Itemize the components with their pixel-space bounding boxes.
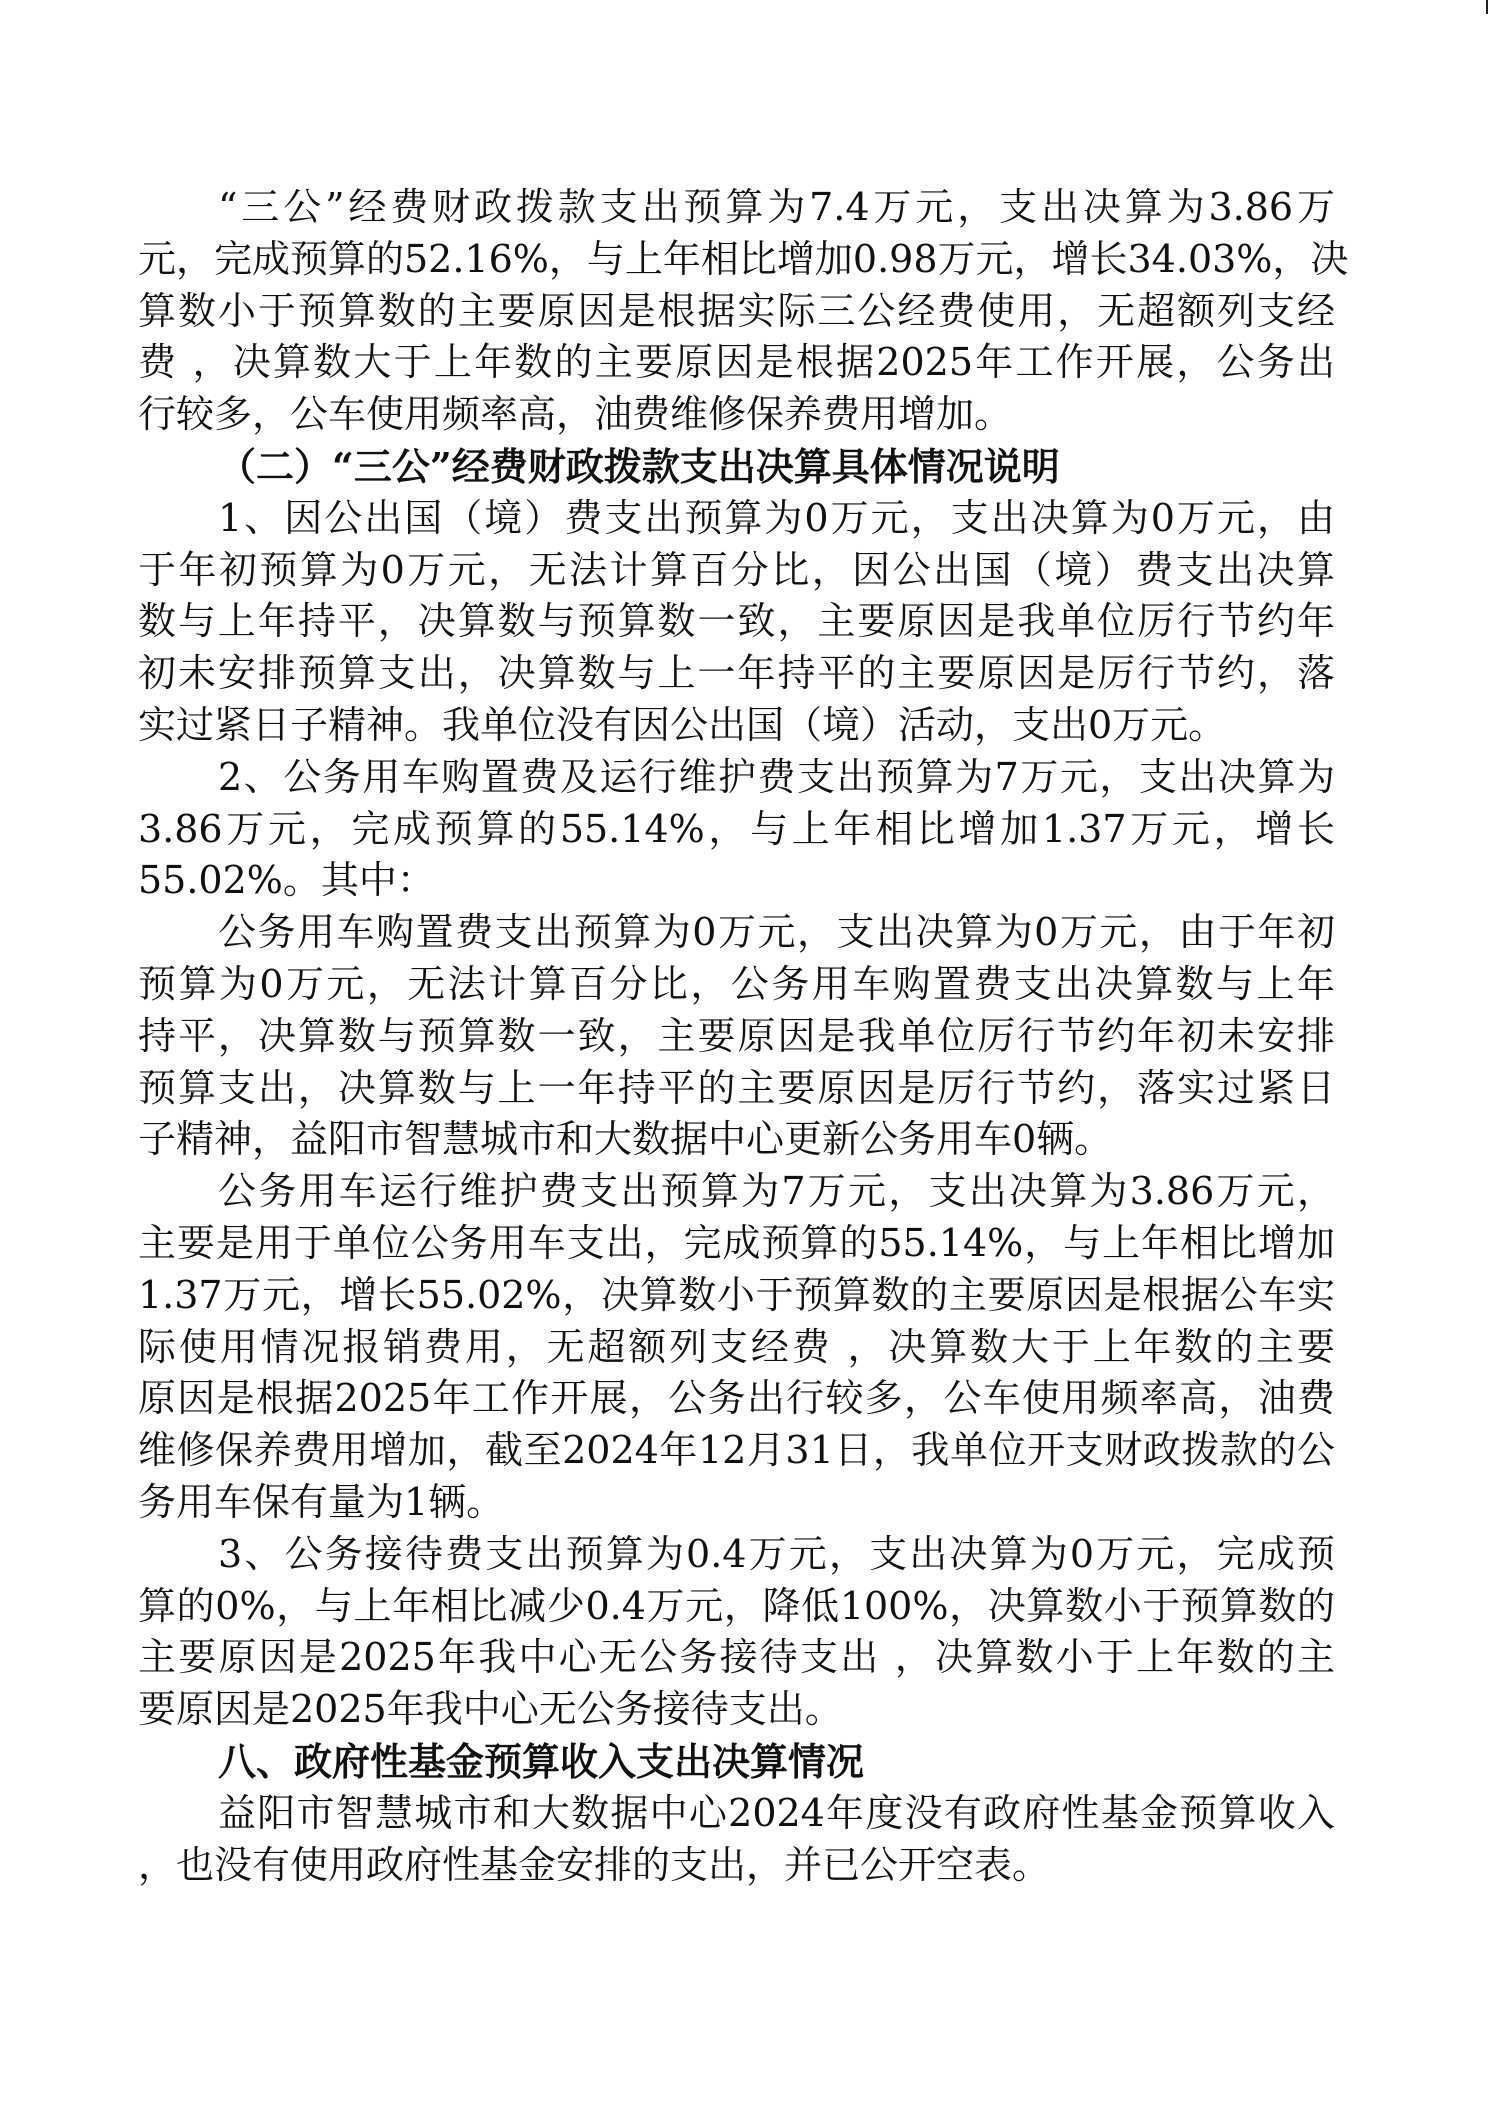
paragraph [138, 493, 1335, 752]
text-line: 元，完成预算的52.16%，与上年相比增加0.98万元，增长34.03%，决 [138, 236, 1349, 281]
text-line: 公务用车运行维护费支出预算为7万元，支出决算为3.86万元， [218, 1169, 1335, 1214]
text-line: 预算为0万元，无法计算百分比，公务用车购置费支出决算数与上年 [138, 961, 1335, 1006]
text-line: 持平，决算数与预算数一致，主要原因是我单位厉行节约年初未安排 [138, 1013, 1335, 1058]
text-line: 原因是根据2025年工作开展，公务出行较多，公车使用频率高，油费 [138, 1376, 1335, 1421]
text-line: 3.86万元，完成预算的55.14%，与上年相比增加1.37万元，增长 [138, 806, 1335, 851]
text-line: 3、公务接待费支出预算为0.4万元，支出决算为0万元，完成预 [218, 1531, 1335, 1576]
text-line: 子精神，益阳市智慧城市和大数据中心更新公务用车0辆。 [138, 1117, 1113, 1162]
text-line: 1.37万元，增长55.02%，决算数小于预算数的主要原因是根据公车实 [138, 1272, 1335, 1317]
text-line: 主要原因是2025年我中心无公务接待支出 ，决算数小于上年数的主 [138, 1635, 1335, 1680]
text-line: 益阳市智慧城市和大数据中心2024年度没有政府性基金预算收入 [218, 1790, 1335, 1835]
paragraph [138, 1529, 1335, 1736]
text-line: 算的0%，与上年相比减少0.4万元，降低100%，决算数小于预算数的 [138, 1583, 1335, 1628]
text-line: 务用车保有量为1辆。 [138, 1479, 505, 1524]
paragraph [138, 182, 1349, 441]
text-line: 实过紧日子精神。我单位没有因公出国（境）活动，支出0万元。 [138, 702, 1227, 747]
paragraph [138, 1166, 1335, 1529]
text-line: 初未安排预算支出，决算数与上一年持平的主要原因是厉行节约，落 [138, 651, 1335, 696]
paragraph [138, 752, 1335, 907]
text-line: 维修保养费用增加，截至2024年12月31日，我单位开支财政拨款的公 [138, 1428, 1335, 1473]
text-line: 八、政府性基金预算收入支出决算情况 [218, 1738, 865, 1784]
text-line: 2、公务用车购置费及运行维护费支出预算为7万元，支出决算为 [218, 754, 1335, 799]
text-line: 公务用车购置费支出预算为0万元，支出决算为0万元，由于年初 [218, 910, 1335, 955]
text-line: ，也没有使用政府性基金安排的支出，并已公开空表。 [138, 1842, 1051, 1887]
text-line: 数与上年持平，决算数与预算数一致，主要原因是我单位厉行节约年 [138, 599, 1335, 644]
document-page [138, 182, 1349, 1891]
text-line: “三公”经费财政拨款支出预算为7.4万元，支出决算为3.86万 [218, 185, 1335, 229]
text-line: 55.02%。其中： [138, 858, 435, 903]
text-line: 于年初预算为0万元，无法计算百分比，因公出国（境）费支出决算 [138, 547, 1335, 592]
paragraph [138, 1788, 1335, 1892]
text-line: 主要是用于单位公务用车支出，完成预算的55.14%，与上年相比增加 [138, 1220, 1335, 1265]
text-line: 际使用情况报销费用，无超额列支经费 ，决算数大于上年数的主要 [138, 1324, 1335, 1369]
text-line: 行较多，公车使用频率高，油费维修保养费用增加。 [138, 392, 1013, 437]
section-heading [138, 1736, 1335, 1788]
text-line: 算数小于预算数的主要原因是根据实际三公经费使用，无超额列支经 [138, 288, 1335, 333]
section-heading [138, 441, 1335, 493]
text-line: 费 ，决算数大于上年数的主要原因是根据2025年工作开展，公务出 [138, 340, 1335, 385]
paragraph [138, 907, 1335, 1166]
text-line: 预算支出，决算数与上一年持平的主要原因是厉行节约，落实过紧日 [138, 1065, 1335, 1110]
text-line: （二）“三公”经费财政拨款支出决算具体情况说明 [218, 443, 1060, 489]
text-line: 1、因公出国（境）费支出预算为0万元，支出决算为0万元，由 [218, 495, 1335, 540]
text-line: 要原因是2025年我中心无公务接待支出。 [138, 1687, 843, 1732]
